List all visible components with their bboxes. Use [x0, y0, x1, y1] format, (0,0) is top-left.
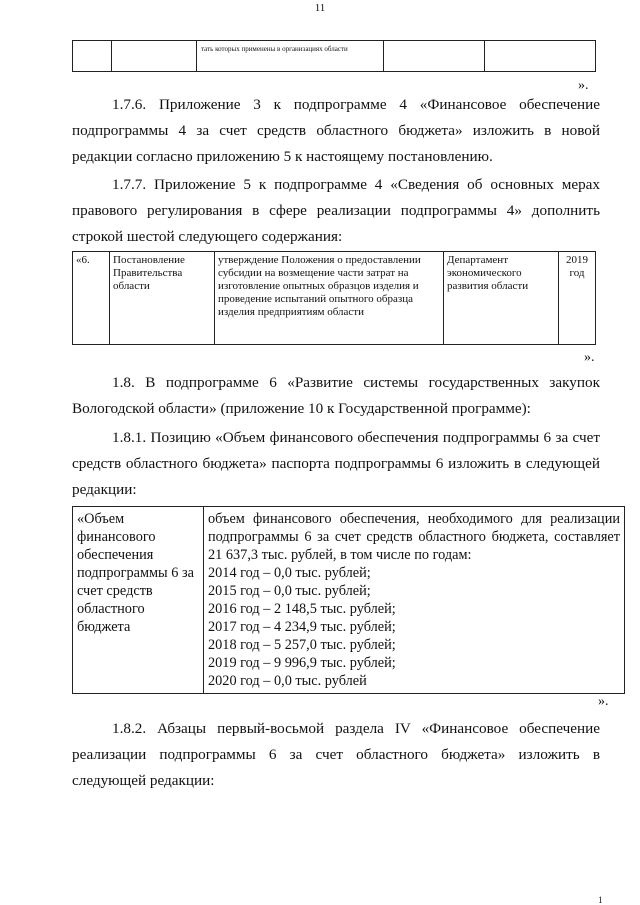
continued-table-fragment — [72, 40, 596, 72]
year-line: 2019 год – 9 996,9 тыс. рублей; — [208, 655, 396, 671]
closing-quote: ». — [598, 694, 609, 709]
table-cell — [112, 41, 197, 72]
year: 2019 год — [559, 252, 596, 345]
table-cell — [73, 41, 112, 72]
paragraph-1-7-7: 1.7.7. Приложение 5 к подпрограмме 4 «Сведения об основных мерах правового регулирования в сфере реализации подпрограммы 4» дополнить строкой шестой следующего содержания: — [72, 176, 600, 245]
year-line: 2017 год – 4 234,9 тыс. рублей; — [208, 619, 396, 635]
paragraph-1-7-6: 1.7.6. Приложение 3 к подпрограмме 4 «Финансовое обеспечение подпрограммы 4 за счет средств областного бюджета» изложить в новой редакции согласно приложению 5 к настоящему постановлению. — [72, 96, 600, 165]
act-content: утверждение Положения о предоставлении субсидии на возмещение части затрат на изготовление опытных образцов изделия и проведение испытаний опытного образца изделия предприятиям области — [215, 252, 444, 345]
financing-text — [204, 507, 625, 694]
table-cell-text: тать которых применены в организациях области — [197, 41, 384, 72]
year-line: 2020 год – 0,0 тыс. рублей — [208, 673, 367, 689]
paragraph-1-8: 1.8. В подпрограмме 6 «Развитие системы государственных закупок Вологодской области» (приложение 10 к Государственной программе): — [72, 374, 600, 417]
page-number: 11 — [314, 2, 326, 14]
table-cell — [384, 41, 485, 72]
closing-quote: ». — [578, 78, 589, 93]
year-line: 2016 год – 2 148,5 тыс. рублей; — [208, 601, 396, 617]
financing-label: «Объем финансового обеспечения подпрограммы 6 за счет средств областного бюджета — [73, 507, 204, 694]
paragraph-1-8-1: 1.8.1. Позицию «Объем финансового обеспечения подпрограммы 6 за счет средств областного бюджета» паспорта подпрограммы 6 изложить в следующей редакции: — [72, 429, 600, 498]
row-number: «6. — [73, 252, 110, 345]
footer-mark: 1 — [598, 895, 603, 905]
executor: Департамент экономического развития области — [444, 252, 559, 345]
year-line: 2015 год – 0,0 тыс. рублей; — [208, 583, 371, 599]
closing-quote: ». — [584, 350, 595, 365]
financing-table — [72, 506, 625, 694]
year-line: 2018 год – 5 257,0 тыс. рублей; — [208, 637, 396, 653]
paragraph-1-8-2: 1.8.2. Абзацы первый-восьмой раздела IV «Финансовое обеспечение реализации подпрограммы 6 за счет областного бюджета» изложить в следующей редакции: — [72, 720, 600, 789]
act-type: Постановление Правительства области — [110, 252, 215, 345]
row-six-table — [72, 251, 596, 345]
year-line: 2014 год – 0,0 тыс. рублей; — [208, 565, 371, 581]
financing-intro: объем финансового обеспечения, необходимого для реализации подпрограммы 6 за счет средств областного бюджета, составляет 21 637,3 тыс. рублей, в том числе по годам: — [208, 511, 620, 563]
table-cell — [485, 41, 596, 72]
